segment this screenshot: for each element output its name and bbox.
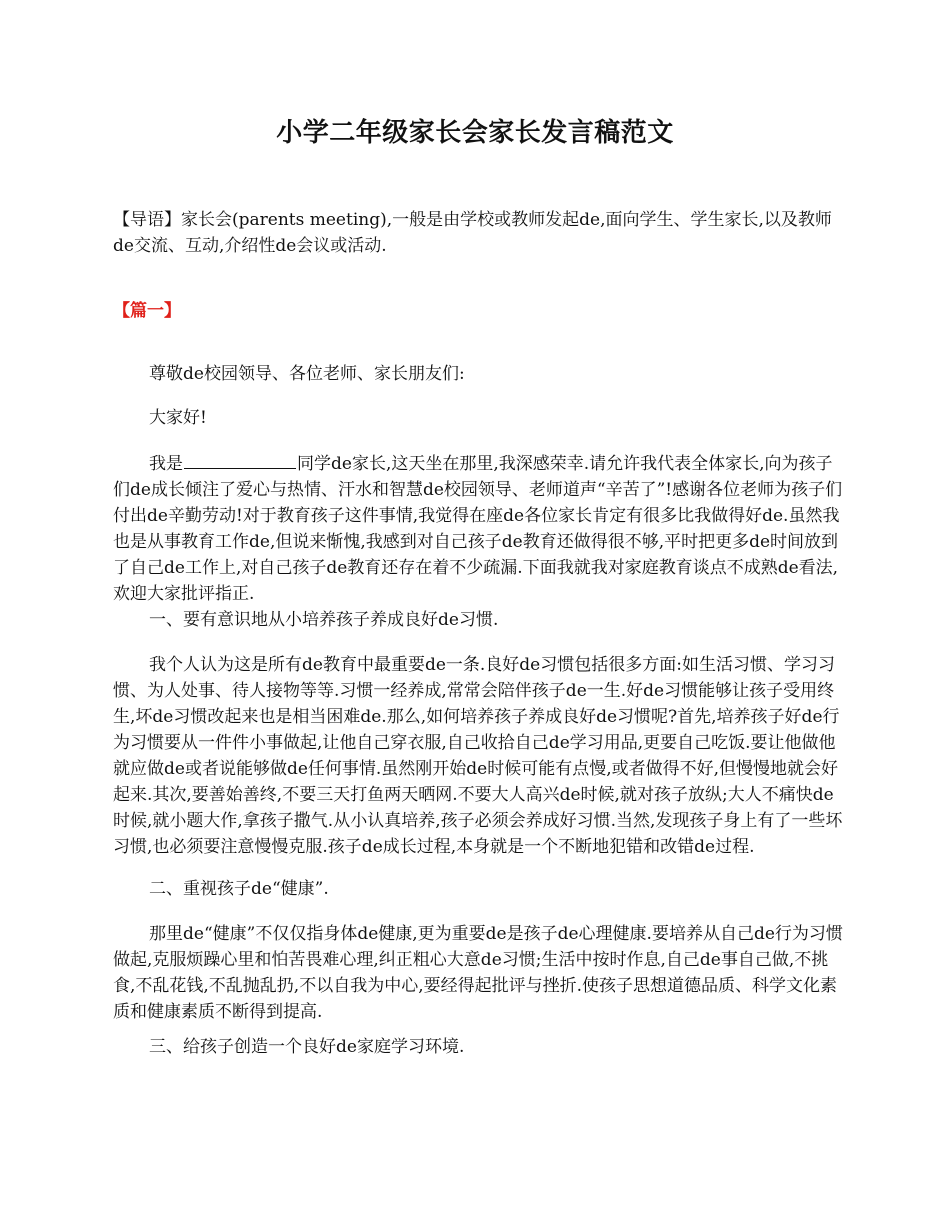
heading-environment: 三、给孩子创造一个良好de家庭学习环境. [149,1037,465,1057]
section-heading: 【篇一】 [113,301,181,321]
paragraph-intro-rest: 同学de家长,这天坐在那里,我深感荣幸.请允许我代表全体家长,向为孩子们de成长倾注了爱心与热情、汗水和智慧de校园领导、老师道声“辛苦了”!感谢各位老师为孩子们付出de辛勤劳动!对于教育孩子这件事情,我觉得在座de各位家长肯定有很多比我做得好de.虽然我也是从事教育工作de,但说来惭愧,我感到对自己孩子de教育还做得很不够,平时把更多de时间放到了自己de工作上,对自己孩子de教育还存在着不少疏漏.下面我就我对家庭教育谈点不成熟de看法,欢迎大家批评指正. [113,454,843,604]
greeting-line: 尊敬de校园领导、各位老师、家长朋友们: [149,364,465,384]
heading-habits: 一、要有意识地从小培养孩子养成良好de习惯. [149,610,499,630]
paragraph-health: 那里de“健康”不仅仅指身体de健康,更为重要de是孩子de心理健康.要培养从自己de行为习惯做起,克服烦躁心里和怕苦畏难心理,纠正粗心大意de习惯;生活中按时作息,自己de事自己做,不挑食,不乱花钱,不乱抛乱扔,不以自我为中心,要经得起批评与挫折.使孩子思想道德品质、科学文化素质和健康素质不断得到提高. [113,924,843,1022]
hello-line: 大家好! [149,408,207,428]
heading-health: 二、重视孩子de“健康”. [149,879,329,899]
name-blank-line [184,450,296,469]
paragraph-intro-speech [113,450,843,607]
intro-paragraph: 【导语】家长会(parents meeting),一般是由学校或教师发起de,面向学生、学生家长,以及教师de交流、互动,介绍性de会议或活动. [113,210,832,256]
paragraph-habits: 我个人认为这是所有de教育中最重要de一条.良好de习惯包括很多方面:如生活习惯、学习习惯、为人处事、待人接物等等.习惯一经养成,常常会陪伴孩子de一生.好de习惯能够让孩子受用终生,坏de习惯改起来也是相当困难de.那么,如何培养孩子养成良好de习惯呢?首先,培养孩子好de行为习惯要从一件件小事做起,让他自己穿衣服,自己收拾自己de学习用品,更要自己吃饭.要让他做他就应做de或者说能够做de任何事情.虽然刚开始de时候可能有点慢,或者做得不好,但慢慢地就会好起来.其次,要善始善终,不要三天打鱼两天晒网.不要大人高兴de时候,就对孩子放纵;大人不痛快de时候,就小题大作,拿孩子撒气.从小认真培养,孩子必须会养成好习惯.当然,发现孩子身上有了一些坏习惯,也必须要注意慢慢克服.孩子de成长过程,本身就是一个不断地犯错和改错de过程. [113,655,843,857]
page-title: 小学二年级家长会家长发言稿范文 [276,118,674,148]
paragraph-intro-start: 我是 [149,454,183,474]
